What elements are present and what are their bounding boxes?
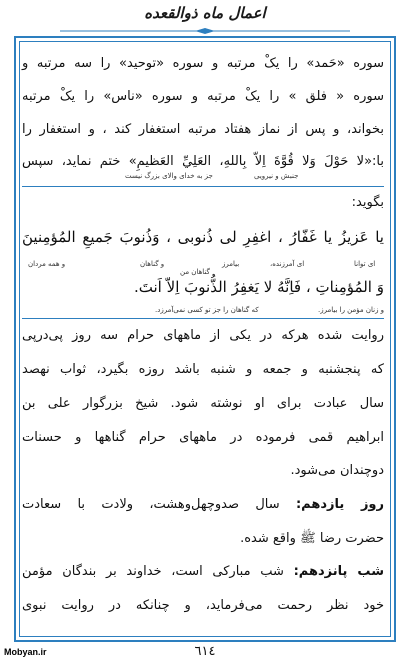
begoyad-label: بگوید: xyxy=(351,195,384,210)
gloss-jonbesh: جنبش و نیرویی xyxy=(254,172,299,180)
footer-site: Mobyan.ir xyxy=(4,647,47,657)
gloss-gonahan-man: گناهان من xyxy=(180,268,210,276)
body-line-2: سوره « فلق » را یکْ مرتبه و سوره «ناس» را یکْ مرتبه xyxy=(22,89,384,104)
gloss-ay-amorzande: ای آمرزنده، xyxy=(270,260,305,268)
header-ornament xyxy=(60,28,350,34)
page-header-title: اعمال ماه ذوالقعده xyxy=(144,4,266,22)
gloss-va-gonahan: و گناهان xyxy=(140,260,165,268)
day11-label: روز یازدهم: xyxy=(295,497,384,512)
gloss-hame-mardan: و همه مردان xyxy=(28,260,66,268)
para-line-2: که پنجشنبه و جمعه و شنبه باشد روزه بگیرد، ثواب نهصد xyxy=(22,362,384,377)
night15-line xyxy=(22,564,384,579)
gloss-zanan-momen: و زنان مؤمن را بیامرز. xyxy=(318,306,385,314)
day11-line xyxy=(22,497,384,512)
body-line-4: با:«لا حَوْلَ وَلا قُوَّةَ اِلاّ بِاللهِ، العَلِيِّ العَظيمِ» ختم نمايد، سپس xyxy=(22,154,384,169)
body-line-3: بخواند، و پس از نماز هفتاد مرتبه استغفار کند ، و استغفار را xyxy=(22,122,384,137)
body-line-1: سوره «حَمد» را یکْ مرتبه و سوره «توحید» را سه مرتبه و xyxy=(22,56,384,71)
page-number: ٦١٤ xyxy=(194,644,216,659)
night15-text: شب مبارکی است، خداوند بر بندگان مؤمن xyxy=(22,564,284,579)
separator-bottom xyxy=(22,318,384,319)
para-line-4: ابراهیم قمی فرموده در ماههای حرام گناهها و حسنات xyxy=(22,430,384,445)
night15-label: شب پانزدهم: xyxy=(293,564,384,579)
para-line-5: دوچندان می‌شود. xyxy=(290,463,384,478)
day11-line-2: حضرت رضا ﷺ واقع شده. xyxy=(240,531,384,546)
para-line-1: روایت شده هرکه در یکی از ماههای حرام سه روز پی‌درپی xyxy=(22,328,384,343)
para-line-3: سال عبادت برای او نوشته شود. شیخ بزرگوار علی بن xyxy=(22,396,384,411)
dua-line-1: يا عَزيزُ يا غَفّارُ ، اغفِرِ لى ذُنوبى ، وَذُنوبَ جَميعِ المُؤمِنينَ xyxy=(22,228,384,246)
night15-line-2: خود نظر رحمت می‌فرماید، و چنانکه در روایت نبوی xyxy=(22,598,384,613)
dua-line-2: وَ المُؤمِناتِ ، فَاِنَّهُ لا يَغفِرُ الذُّنوبَ اِلاّ اَنتَ. xyxy=(134,278,384,296)
gloss-ay-tavana: ای توانا xyxy=(354,260,376,268)
gloss-joz-to: که گناهان را جز تو کسی نمی‌آمرزد. xyxy=(155,306,259,314)
gloss-biamorz: بیامرز xyxy=(222,260,240,268)
gloss-joz-be-khoda: جز به خدای والای بزرگ نیست xyxy=(125,172,213,180)
separator-top xyxy=(22,186,384,187)
day11-text: سال صدوچهل‌وهشت، ولادت با سعادت xyxy=(22,497,280,512)
